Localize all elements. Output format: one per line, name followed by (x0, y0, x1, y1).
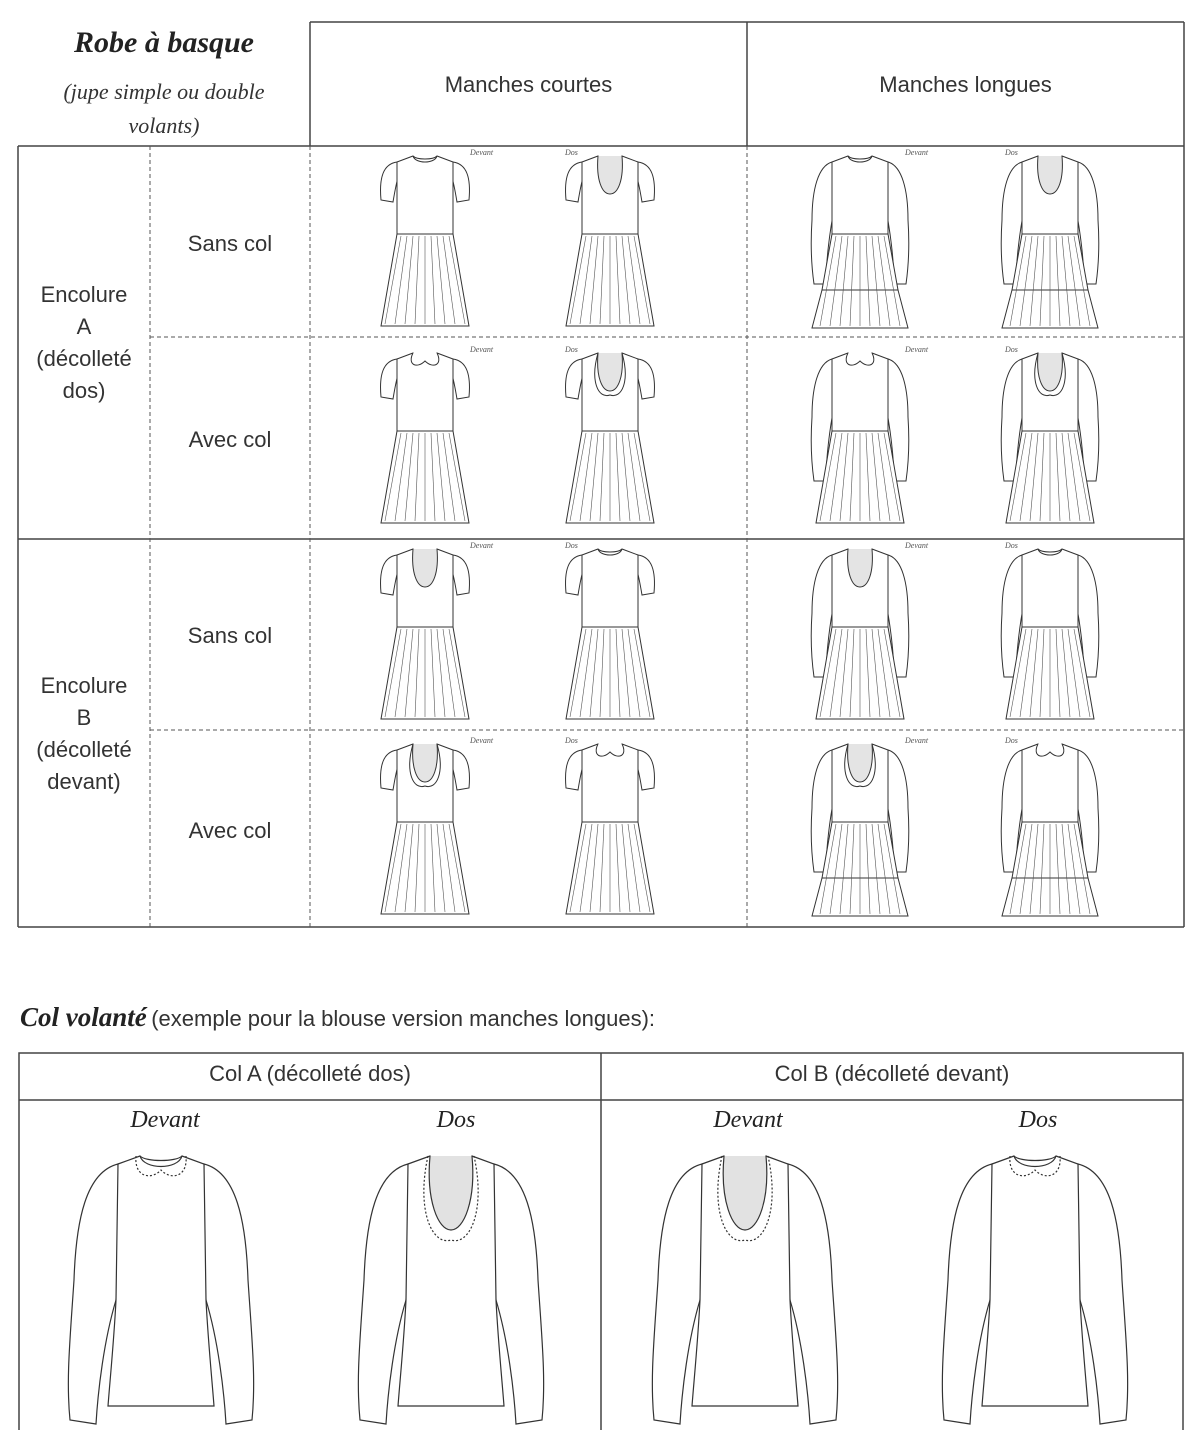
dress-sketch-row3-col3 (790, 543, 930, 723)
dress-sketch-row3-col4 (980, 543, 1120, 723)
dress-sketch-row2-col2 (540, 347, 680, 527)
view-label-a-devant: Devant (130, 1107, 200, 1133)
view-tag-dos: Dos (1005, 148, 1018, 157)
view-tag-devant: Devant (470, 736, 494, 745)
view-tag-dos: Dos (1005, 345, 1018, 354)
view-tag-devant: Devant (470, 148, 494, 157)
dress-sketch-row4-col4 (980, 738, 1120, 918)
view-label-a-dos: Dos (436, 1107, 476, 1133)
view-tag-dos: Dos (565, 736, 578, 745)
column-header-long-sleeves: Manches longues (879, 72, 1052, 97)
view-tag-devant: Devant (470, 345, 494, 354)
column-header-short-sleeves: Manches courtes (444, 72, 613, 97)
dress-sketch-row4-col1 (355, 738, 495, 918)
view-tag-dos: Dos (565, 345, 578, 354)
dress-sketch-row2-col4 (980, 347, 1120, 527)
blouse-sketch-a-dos (346, 1150, 556, 1440)
view-label-b-devant: Devant (713, 1107, 783, 1133)
row-label-b-avec-col: Avec col (188, 818, 272, 843)
table-subtitle-line1: (jupe simple ou double (63, 79, 265, 104)
view-tag-devant: Devant (905, 148, 929, 157)
dress-sketch-row3-col1 (355, 543, 495, 723)
row-label-a-avec-col: Avec col (188, 427, 272, 452)
blouse-sketch-b-devant (640, 1150, 850, 1440)
view-tag-dos: Dos (1005, 736, 1018, 745)
group-label-encolure-b: Encolure B (décolleté devant) (36, 673, 132, 794)
row-label-b-sans-col: Sans col (187, 623, 273, 648)
dress-sketch-row1-col2 (540, 150, 680, 330)
section-title: Col volanté (20, 1002, 147, 1032)
blouse-sketch-b-dos (930, 1150, 1140, 1440)
dress-sketch-row1-col1 (355, 150, 495, 330)
view-tag-dos: Dos (565, 148, 578, 157)
view-tag-devant: Devant (905, 345, 929, 354)
view-tag-dos: Dos (1005, 541, 1018, 550)
group-label-encolure-a: Encolure A (décolleté dos) (36, 282, 132, 403)
dress-sketch-row2-col1 (355, 347, 495, 527)
view-tag-devant: Devant (905, 736, 929, 745)
view-tag-devant: Devant (470, 541, 494, 550)
collar-header-col-a: Col A (décolleté dos) (209, 1061, 411, 1086)
section-heading (20, 1002, 655, 1033)
table-title: Robe à basque (74, 26, 254, 59)
collar-header-col-b: Col B (décolleté devant) (774, 1061, 1010, 1086)
table-subtitle-line2: volants) (128, 113, 200, 138)
dress-sketch-row4-col2 (540, 738, 680, 918)
blouse-sketch-a-devant (56, 1150, 266, 1440)
dress-sketch-row3-col2 (540, 543, 680, 723)
row-label-a-sans-col: Sans col (187, 231, 273, 256)
section-note: (exemple pour la blouse version manches longues): (151, 1006, 656, 1031)
dress-sketch-row4-col3 (790, 738, 930, 918)
view-tag-dos: Dos (565, 541, 578, 550)
dress-sketch-row2-col3 (790, 347, 930, 527)
dress-sketch-row1-col3 (790, 150, 930, 330)
view-tag-devant: Devant (905, 541, 929, 550)
dress-sketch-row1-col4 (980, 150, 1120, 330)
view-label-b-dos: Dos (1018, 1107, 1058, 1133)
